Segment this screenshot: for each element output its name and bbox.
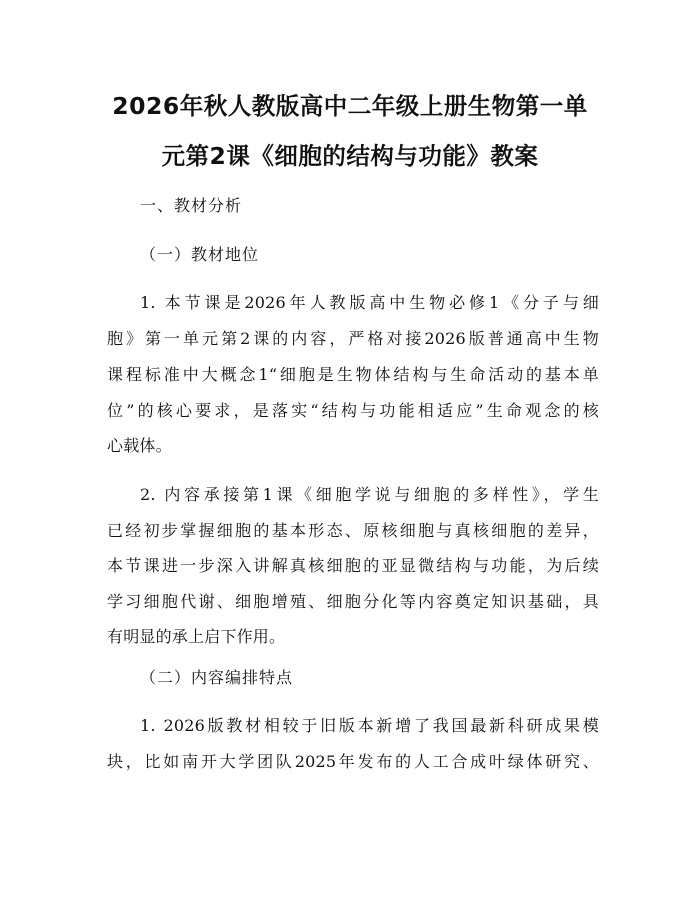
section-heading-textbook-analysis: 一、教材分析 bbox=[140, 196, 243, 215]
document-title-line-1: 2026年秋人教版高中二年级上册生物第一单 bbox=[112, 92, 588, 120]
paragraph-2-line-4: 学习细胞代谢、细胞增殖、细胞分化等内容奠定知识基础，具 bbox=[107, 592, 599, 611]
paragraph-1-line-5: 心载体。 bbox=[107, 436, 172, 455]
paragraph-1-line-4: 位”的核心要求，是落实“结构与功能相适应”生命观念的核 bbox=[107, 401, 599, 420]
paragraph-2-line-5: 有明显的承上启下作用。 bbox=[107, 627, 286, 646]
paragraph-3-line-1: 1. 2026版教材相较于旧版本新增了我国最新科研成果模 bbox=[140, 716, 599, 735]
paragraph-2-line-3: 本节课进一步深入讲解真核细胞的亚显微结构与功能，为后续 bbox=[107, 556, 599, 575]
document-title-line-2: 元第2课《细胞的结构与功能》教案 bbox=[161, 142, 539, 170]
paragraph-3-line-2: 块，比如南开大学团队2025年发布的人工合成叶绿体研究、 bbox=[107, 752, 599, 771]
subsection-heading-content-arrangement: （二）内容编排特点 bbox=[140, 668, 294, 687]
paragraph-1-line-2: 胞》第一单元第2课的内容，严格对接2026版普通高中生物 bbox=[107, 329, 599, 348]
paragraph-2-line-1: 2. 内容承接第1课《细胞学说与细胞的多样性》，学生 bbox=[140, 485, 599, 504]
paragraph-2-line-2: 已经初步掌握细胞的基本形态、原核细胞与真核细胞的差异， bbox=[107, 521, 599, 540]
paragraph-1-line-3: 课程标准中大概念1“细胞是生物体结构与生命活动的基本单 bbox=[107, 365, 599, 384]
paragraph-1-line-1: 1. 本节课是2026年人教版高中生物必修1《分子与细 bbox=[140, 293, 599, 312]
subsection-heading-textbook-status: （一）教材地位 bbox=[140, 245, 260, 264]
